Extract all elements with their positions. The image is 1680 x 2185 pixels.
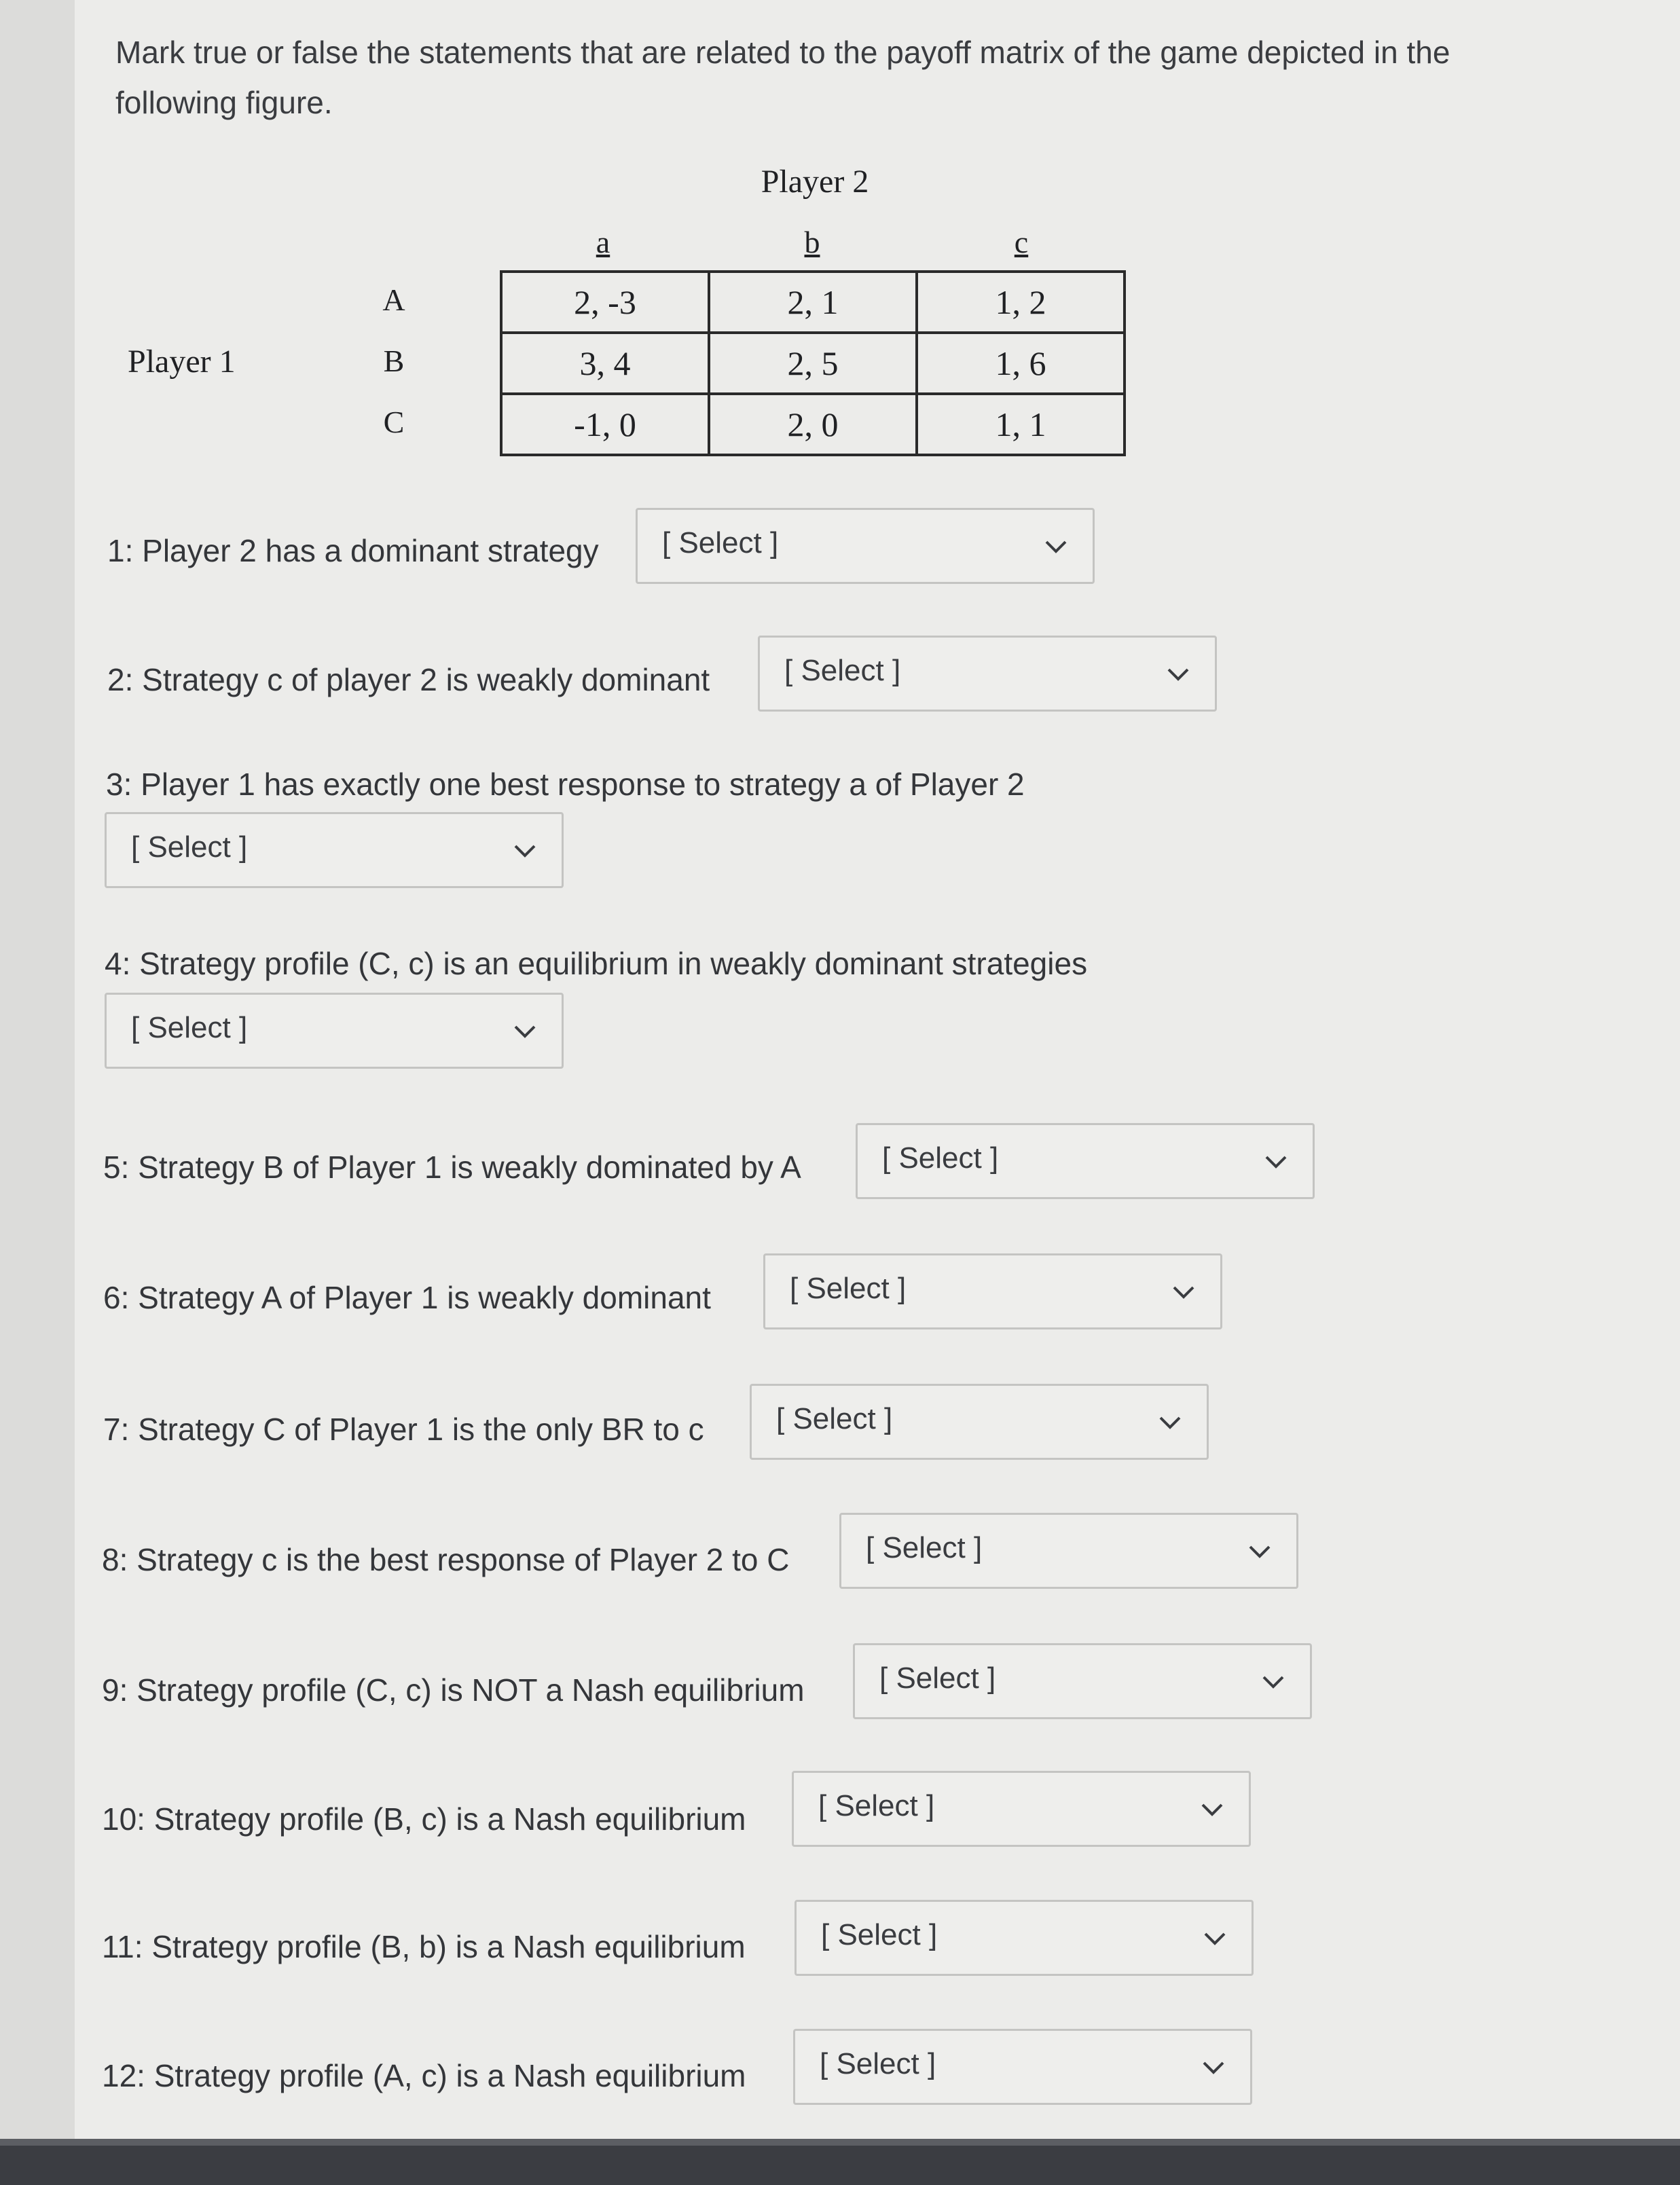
question-3-select[interactable] — [105, 812, 564, 888]
column-header-b: b — [804, 225, 820, 259]
column-header-a: a — [596, 225, 610, 259]
question-8-label: 8: Strategy c is the best response of Player 2 to C — [102, 1542, 790, 1577]
chevron-down-icon — [1165, 661, 1192, 688]
question-10-label: 10: Strategy profile (B, c) is a Nash equilibrium — [102, 1801, 746, 1837]
chevron-down-icon — [1156, 1409, 1184, 1436]
chevron-down-icon — [1262, 1148, 1290, 1175]
chevron-down-icon — [1042, 533, 1070, 560]
column-header-c: c — [1014, 225, 1029, 259]
question-9-label: 9: Strategy profile (C, c) is NOT a Nash equilibrium — [102, 1672, 805, 1708]
question-9-select[interactable] — [853, 1643, 1312, 1719]
payoff-cell: -1, 0 — [501, 394, 709, 455]
question-6-label: 6: Strategy A of Player 1 is weakly dominant — [103, 1280, 711, 1315]
payoff-cell: 2, -3 — [501, 272, 709, 333]
question-2-select[interactable] — [758, 636, 1217, 712]
question-10-select[interactable] — [792, 1771, 1251, 1847]
question-11-label: 11: Strategy profile (B, b) is a Nash equilibrium — [102, 1929, 746, 1964]
payoff-row-A — [501, 272, 1125, 333]
chevron-down-icon — [1199, 1796, 1226, 1823]
question-4-select[interactable] — [105, 993, 564, 1069]
select-placeholder: [ Select ] — [866, 1531, 983, 1564]
chevron-down-icon — [511, 1018, 538, 1045]
payoff-cell: 1, 1 — [917, 394, 1125, 455]
question-intro: Mark true or false the statements that are related to the payoff matrix of the game depicted in the following figure. — [115, 35, 1450, 120]
payoff-cell: 1, 2 — [917, 272, 1125, 333]
question-1-select[interactable] — [636, 508, 1095, 584]
question-2-label: 2: Strategy c of player 2 is weakly dominant — [107, 662, 710, 697]
row-header-B: B — [383, 344, 405, 378]
chevron-down-icon — [511, 837, 538, 864]
question-5-select[interactable] — [856, 1123, 1315, 1199]
select-placeholder: [ Select ] — [879, 1661, 996, 1695]
select-placeholder: [ Select ] — [818, 1789, 935, 1822]
question-12-select[interactable] — [793, 2029, 1252, 2105]
chevron-down-icon — [1246, 1538, 1273, 1565]
select-placeholder: [ Select ] — [662, 526, 779, 559]
select-placeholder: [ Select ] — [821, 1918, 938, 1951]
screen-bezel — [0, 2146, 1680, 2185]
payoff-matrix — [500, 270, 1126, 456]
payoff-row-C — [501, 394, 1125, 455]
question-1-label: 1: Player 2 has a dominant strategy — [107, 533, 599, 568]
select-placeholder: [ Select ] — [784, 654, 901, 687]
page-left-margin — [0, 0, 75, 2185]
screen-bottom-edge — [0, 2139, 1680, 2146]
select-placeholder: [ Select ] — [131, 830, 248, 864]
select-placeholder: [ Select ] — [131, 1011, 248, 1044]
row-header-A: A — [382, 282, 405, 317]
payoff-cell: 2, 0 — [709, 394, 917, 455]
chevron-down-icon — [1200, 2054, 1227, 2081]
question-8-select[interactable] — [839, 1513, 1298, 1589]
select-placeholder: [ Select ] — [790, 1272, 907, 1305]
row-header-C: C — [383, 405, 405, 439]
question-12-label: 12: Strategy profile (A, c) is a Nash equilibrium — [102, 2058, 746, 2093]
payoff-row-B — [501, 333, 1125, 394]
question-7-select[interactable] — [750, 1384, 1209, 1460]
question-11-select[interactable] — [795, 1900, 1254, 1976]
payoff-cell: 2, 5 — [709, 333, 917, 394]
select-placeholder: [ Select ] — [882, 1141, 999, 1175]
question-4-label: 4: Strategy profile (C, c) is an equilibrium in weakly dominant strategies — [105, 946, 1088, 981]
payoff-cell: 3, 4 — [501, 333, 709, 394]
chevron-down-icon — [1170, 1279, 1197, 1306]
chevron-down-icon — [1201, 1925, 1228, 1952]
select-placeholder: [ Select ] — [820, 2047, 936, 2080]
question-5-label: 5: Strategy B of Player 1 is weakly dominated by A — [103, 1150, 801, 1185]
question-7-label: 7: Strategy C of Player 1 is the only BR to c — [103, 1412, 704, 1447]
chevron-down-icon — [1260, 1668, 1287, 1695]
payoff-cell: 1, 6 — [917, 333, 1125, 394]
payoff-cell: 2, 1 — [709, 272, 917, 333]
player2-label: Player 2 — [761, 164, 869, 200]
select-placeholder: [ Select ] — [776, 1402, 893, 1435]
question-3-label: 3: Player 1 has exactly one best response to strategy a of Player 2 — [106, 767, 1025, 802]
question-6-select[interactable] — [763, 1253, 1222, 1329]
player1-label: Player 1 — [128, 344, 236, 380]
